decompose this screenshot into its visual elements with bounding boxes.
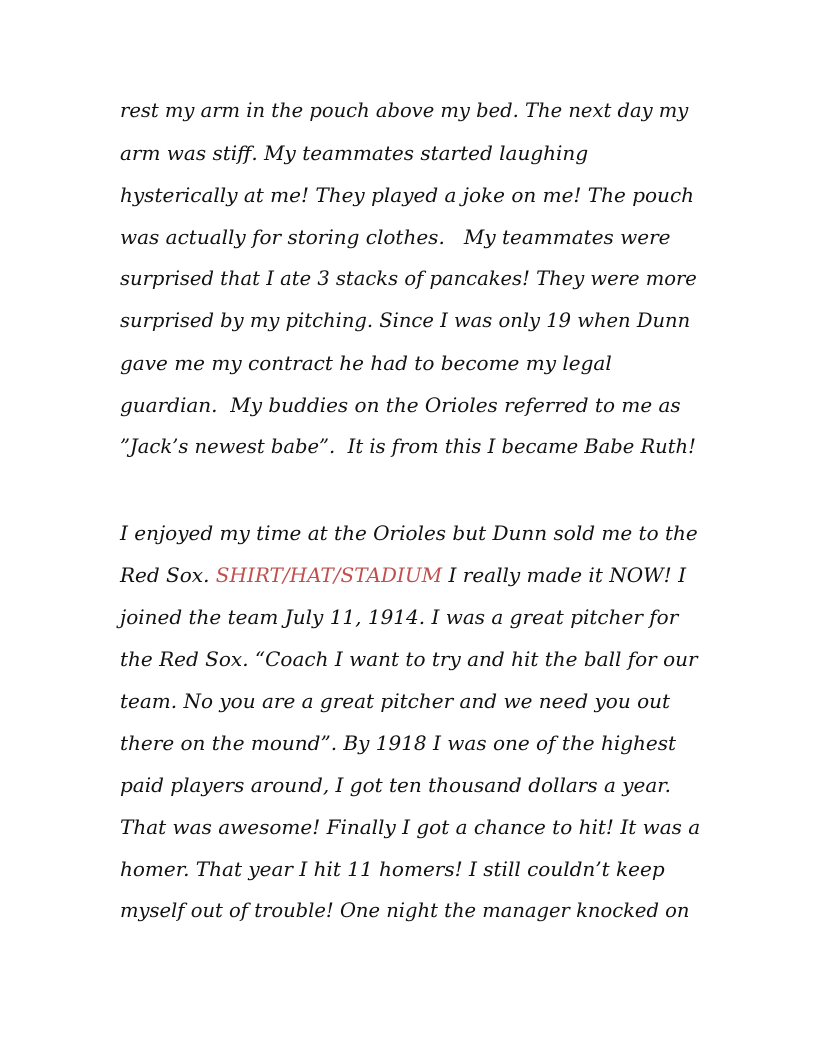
text-segment: I really made it NOW! I	[442, 563, 686, 587]
text-line: gave me my contract he had to become my legal	[120, 351, 612, 375]
text-line: myself out of trouble! One night the manager knocked on	[120, 899, 690, 922]
text-line: homer. That year I hit 11 homers! I still couldn’t keep	[120, 857, 665, 881]
text-line-with-highlight	[120, 554, 686, 596]
text-line: was actually for storing clothes. My teammates were	[120, 225, 671, 249]
text-line: ”Jack’s newest babe”. It is from this I became Babe Ruth!	[120, 435, 696, 458]
highlighted-prop-note: SHIRT/HAT/STADIUM	[215, 563, 443, 587]
text-line: rest my arm in the pouch above my bed. The next day my	[120, 99, 689, 122]
text-line: I enjoyed my time at the Orioles but Dunn sold me to the	[120, 521, 698, 545]
text-segment: Red Sox.	[120, 563, 216, 587]
text-line: there on the mound”. By 1918 I was one of the highest	[120, 731, 677, 755]
text-line: paid players around, I got ten thousand dollars a year.	[120, 773, 672, 797]
text-line: team. No you are a great pitcher and we need you out	[120, 689, 671, 713]
text-line: the Red Sox. “Coach I want to try and hit the ball for our	[120, 647, 698, 671]
text-line: surprised that I ate 3 stacks of pancakes! They were more	[120, 267, 697, 290]
text-line: That was awesome! Finally I got a chance to hit! It was a	[120, 815, 701, 839]
text-line: hysterically at me! They played a joke on me! The pouch	[120, 183, 695, 207]
text-line: guardian. My buddies on the Orioles referred to me as	[120, 393, 681, 417]
text-line: surprised by my pitching. Since I was only 19 when Dunn	[120, 309, 691, 332]
text-line: arm was stiff. My teammates started laughing	[120, 141, 589, 165]
text-line: joined the team July 11, 1914. I was a great pitcher for	[120, 605, 679, 629]
